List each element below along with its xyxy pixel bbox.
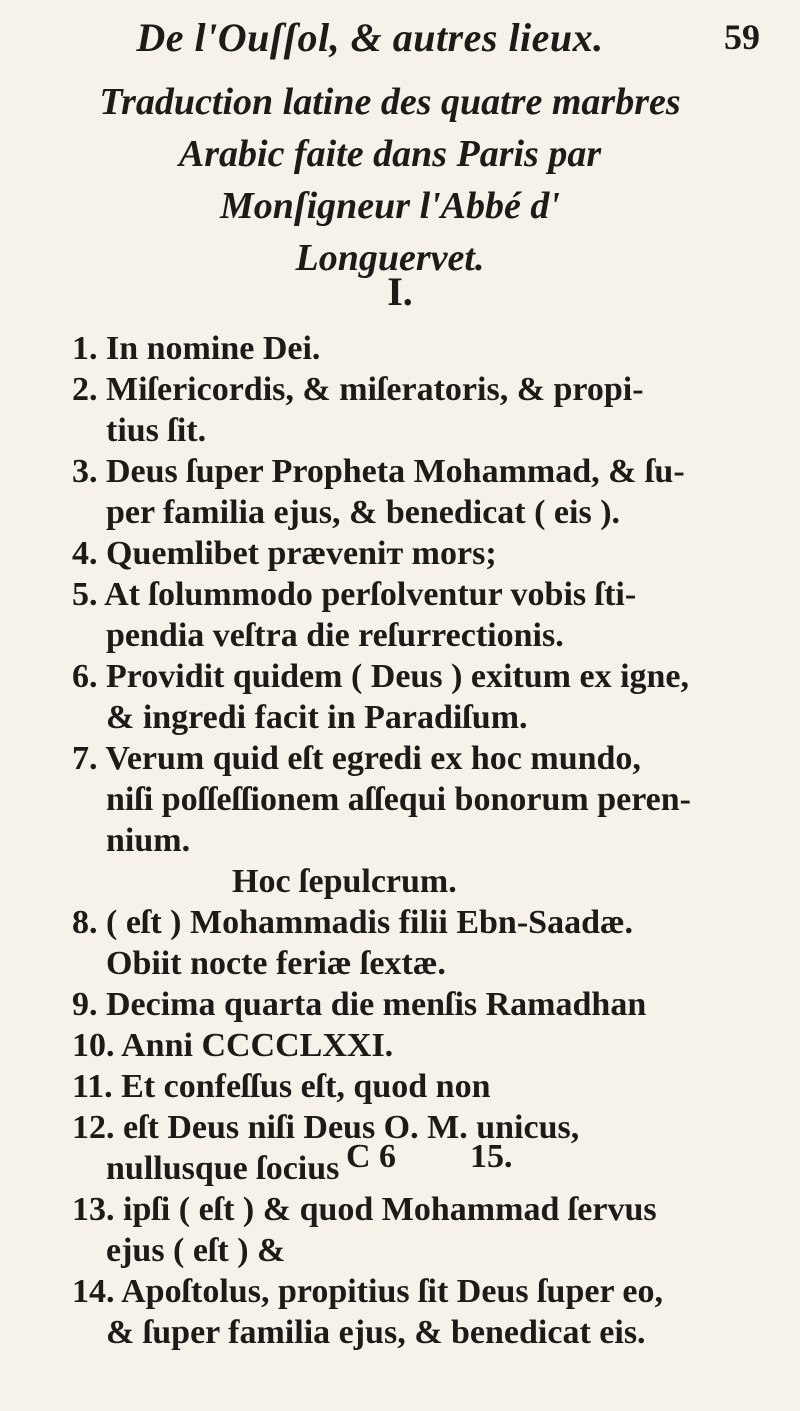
text-line: nullusque ſocius <box>106 1150 340 1187</box>
heading-line-1: Traduction latine des quatre marbres <box>99 81 681 123</box>
page-number: 59 <box>724 17 760 57</box>
text-line: 5. At ſolummodo perſolventur vobis ſti- <box>72 576 637 613</box>
text-line: 3. Deus ſuper Propheta Mohammad, & ſu- <box>72 453 685 490</box>
running-head-title: De l'Ouſſol, & autres lieux. <box>136 15 604 60</box>
heading-line-3: Monſigneur l'Abbé d' <box>220 185 560 227</box>
text-line: 2. Miſericordis, & miſeratoris, & propi- <box>72 371 644 408</box>
text-line: Obiit nocte feriæ ſextæ. <box>106 945 446 982</box>
catchword: 15. <box>470 1138 513 1175</box>
text-line: 12. eſt Deus niſi Deus O. M. unicus, <box>72 1109 580 1146</box>
text-line: 4. Quemlibet præveniт mors; <box>72 535 497 572</box>
text-line: 7. Verum quid eſt egredi ex hoc mundo, <box>72 740 641 777</box>
text-line: pendia veſtra die reſurrectionis. <box>106 617 564 654</box>
text-line: 9. Decima quarta die menſis Ramadhan <box>72 986 647 1023</box>
inscription-text <box>72 328 772 1353</box>
text-line: Hoc ſepulcrum. <box>232 863 457 900</box>
text-line: nium. <box>106 822 191 859</box>
text-line: & ſuper familia ejus, & benedicat eis. <box>106 1314 646 1351</box>
running-head <box>0 14 800 74</box>
text-line: & ingredi facit in Paradiſum. <box>106 699 528 736</box>
text-line: tius ſit. <box>106 412 207 449</box>
text-line: ejus ( eſt ) & <box>106 1232 286 1269</box>
text-line: 13. ipſi ( eſt ) & quod Mohammad ſervus <box>72 1191 657 1228</box>
signature-mark: C 6 <box>346 1138 397 1175</box>
text-line: per familia ejus, & benedicat ( eis ). <box>106 494 621 531</box>
text-line: 14. Apoſtolus, propitius ſit Deus ſuper eo, <box>72 1273 664 1310</box>
section-number: I. <box>387 269 413 314</box>
page-footer <box>0 1138 800 1188</box>
text-line: niſi poſſeſſionem aſſequi bonorum peren- <box>106 781 691 818</box>
section-heading <box>90 76 690 284</box>
text-line: 6. Providit quidem ( Deus ) exitum ex igne, <box>72 658 690 695</box>
heading-line-2: Arabic faite dans Paris par <box>178 133 602 175</box>
text-line: 10. Anni CCCCLXXI. <box>72 1027 394 1064</box>
heading-line-4: Longuervet. <box>295 237 485 279</box>
text-line: 8. ( eſt ) Mohammadis filii Ebn-Saadæ. <box>72 904 634 941</box>
text-line: 11. Et confeſſus eſt, quod non <box>72 1068 491 1105</box>
text-line: 1. In nomine Dei. <box>72 330 321 367</box>
